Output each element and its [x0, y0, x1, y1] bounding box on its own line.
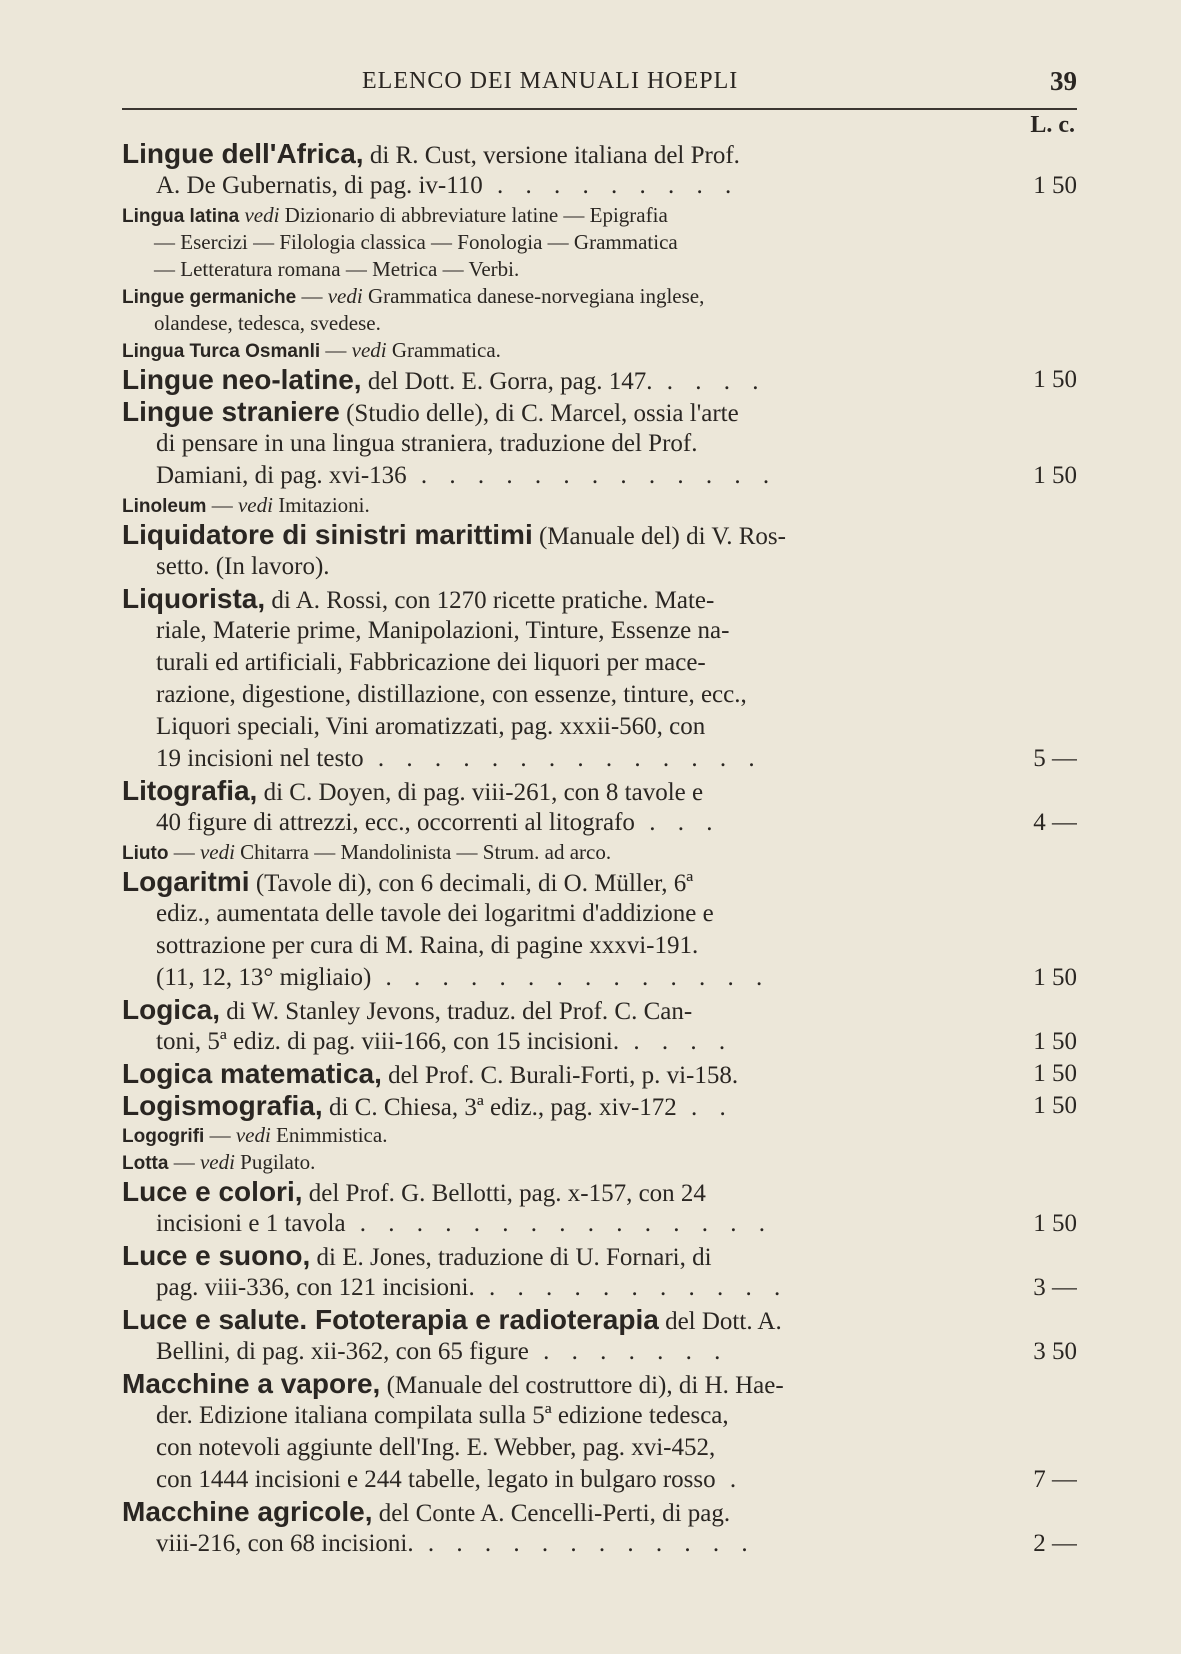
entry-text: — vedi Grammatica danese-norvegiana inglese, — [296, 284, 705, 308]
catalog-entry — [122, 1368, 1077, 1496]
page-number: 39 — [1050, 66, 1077, 96]
entry-line — [122, 994, 1077, 1026]
entry-line — [122, 202, 1077, 229]
entry-heading: Logaritmi — [122, 866, 250, 897]
entry-text: (Manuale del costruttore di), di H. Hae- — [380, 1372, 784, 1399]
entry-line — [122, 1336, 1077, 1368]
entry-line — [122, 615, 1077, 647]
entry-line — [122, 519, 1077, 551]
entry-text: (Tavole di), con 6 decimali, di O. Müller, 6ª — [249, 870, 694, 897]
entry-text: del Dott. A. — [658, 1308, 782, 1335]
entry-text: 19 incisioni nel testo — [156, 745, 364, 772]
entry-line — [122, 170, 1077, 202]
entry-heading: Macchine agricole, — [122, 1496, 373, 1527]
leader-dots: . . . . . . . . . — [482, 172, 740, 199]
cross-reference-entry — [122, 1149, 1077, 1176]
entry-text: con notevoli aggiunte dell'Ing. E. Webber, pag. xvi-452, — [156, 1434, 716, 1461]
leader-dots: . . . . . . . . . . . . . — [406, 462, 778, 489]
entry-heading: Macchine a vapore, — [122, 1368, 381, 1399]
entry-text: — vedi Pugilato. — [168, 1150, 316, 1174]
entry-price: 1 50 — [1027, 1090, 1077, 1122]
entry-text: — vedi Grammatica. — [320, 338, 501, 362]
entry-text: — Esercizi — Filologia classica — Fonologia — Grammatica — [154, 230, 678, 254]
entry-line — [122, 1122, 1077, 1149]
entry-text: di E. Jones, traduzione di U. Fornari, di — [310, 1244, 712, 1271]
entry-line — [122, 1304, 1077, 1336]
entry-text: di pensare in una lingua straniera, traduzione del Prof. — [156, 430, 698, 457]
catalog-entry — [122, 583, 1077, 775]
entry-line — [122, 1528, 1077, 1560]
entry-line — [122, 492, 1077, 519]
vedi-label: vedi — [237, 493, 273, 517]
catalog-entry — [122, 1090, 1077, 1122]
entry-text: del Prof. G. Bellotti, pag. x-157, con 24 — [302, 1180, 706, 1207]
entry-text: A. De Gubernatis, di pag. iv-110 — [156, 172, 483, 199]
entry-text: sottrazione per cura di M. Raina, di pagine xxxvi-191. — [156, 932, 699, 959]
entry-text: 40 figure di attrezzi, ecc., occorrenti al litografo — [156, 809, 635, 836]
catalog-entry — [122, 866, 1077, 994]
entry-heading: Lingue germaniche — [122, 287, 297, 308]
vedi-label: vedi — [351, 338, 387, 362]
entry-text: — vedi Imitazioni. — [206, 493, 370, 517]
catalog-entry — [122, 1176, 1077, 1240]
entry-price: 1 50 — [1027, 962, 1077, 994]
entry-text: di C. Doyen, di pag. viii-261, con 8 tavole e — [257, 779, 704, 806]
entry-line — [122, 1090, 1077, 1122]
entry-heading: Luce e colori, — [122, 1176, 303, 1207]
leader-dots: . . . . — [652, 368, 767, 395]
leader-dots: . . — [676, 1094, 734, 1121]
entry-heading: Lingua Turca Osmanli — [122, 341, 321, 362]
entry-line — [122, 679, 1077, 711]
leader-dots: . . . . . . . . . . . . . . — [371, 964, 771, 991]
entry-line — [122, 1400, 1077, 1432]
catalog-entry — [122, 775, 1077, 839]
entry-price: 2 — — [1027, 1528, 1077, 1560]
entry-text: der. Edizione italiana compilata sulla 5ª edizione tedesca, — [156, 1402, 729, 1429]
leader-dots: . . . . . . . . . . . . . . . — [345, 1210, 774, 1237]
entry-line — [122, 839, 1077, 866]
header-rule — [122, 108, 1077, 110]
entry-heading: Logica matematica, — [122, 1058, 382, 1089]
entry-heading: Litografia, — [122, 775, 258, 806]
entry-text: Liquori speciali, Vini aromatizzati, pag. xxxii-560, con — [156, 713, 706, 740]
entry-text: pag. viii-336, con 121 incisioni. — [156, 1274, 475, 1301]
entry-text: olandese, tedesca, svedese. — [154, 311, 381, 335]
catalog-entry — [122, 1240, 1077, 1304]
entry-line — [122, 460, 1077, 492]
entry-text: Bellini, di pag. xii-362, con 65 figure — [156, 1338, 529, 1365]
entry-line — [122, 1272, 1077, 1304]
entry-text: ediz., aumentata delle tavole dei logaritmi d'addizione e — [156, 900, 714, 927]
entry-text: Damiani, di pag. xvi-136 — [156, 462, 407, 489]
running-title: ELENCO DEI MANUALI HOEPLI — [362, 68, 739, 94]
entry-line — [122, 647, 1077, 679]
entry-text: toni, 5ª ediz. di pag. viii-166, con 15 incisioni. — [156, 1028, 620, 1055]
entry-price: 1 50 — [1027, 1208, 1077, 1240]
entry-line — [122, 337, 1077, 364]
entry-line — [122, 1026, 1077, 1058]
entry-text: razione, digestione, distillazione, con essenze, tinture, ecc., — [156, 681, 747, 708]
entry-line — [122, 396, 1077, 428]
entry-line — [122, 364, 1077, 396]
catalog-entry — [122, 1496, 1077, 1560]
entry-text: — Letteratura romana — Metrica — Verbi. — [154, 257, 520, 281]
leader-dots: . . . . . . . . . . . . . . — [363, 745, 763, 772]
entry-line — [122, 283, 1077, 310]
entry-text: vedi Dizionario di abbreviature latine — Epigrafia — [244, 203, 668, 227]
entry-line — [122, 256, 1077, 283]
entry-heading: Luce e salute. Fototerapia e radioterapia — [122, 1304, 659, 1335]
entry-price: 3 — — [1027, 1272, 1077, 1304]
catalog-entry — [122, 519, 1077, 583]
cross-reference-entry — [122, 492, 1077, 519]
entry-line — [122, 229, 1077, 256]
entry-text: (Manuale del) di V. Ros- — [532, 523, 786, 550]
entry-text: di W. Stanley Jevons, traduz. del Prof. C. Can- — [220, 998, 693, 1025]
cross-reference-entry — [122, 283, 1077, 337]
vedi-label: vedi — [327, 284, 363, 308]
entry-heading: Liquorista, — [122, 583, 266, 614]
leader-dots: . . . . . . . . . . . . — [413, 1530, 756, 1557]
entry-price: 7 — — [1027, 1464, 1077, 1496]
entry-text: (11, 12, 13° migliaio) — [156, 964, 372, 991]
entry-price: 3 50 — [1027, 1336, 1077, 1368]
running-header — [122, 66, 1077, 102]
leader-dots: . . . . . . . — [528, 1338, 729, 1365]
entry-line — [122, 1149, 1077, 1176]
entry-line — [122, 807, 1077, 839]
entry-text: con 1444 incisioni e 244 tabelle, legato in bulgaro rosso — [156, 1466, 716, 1493]
entry-line — [122, 310, 1077, 337]
entry-heading: Lingue straniere — [122, 396, 340, 427]
leader-dots: . . . . — [619, 1028, 734, 1055]
entry-line — [122, 866, 1077, 898]
entry-heading: Logica, — [122, 994, 221, 1025]
vedi-label: vedi — [199, 840, 235, 864]
entry-line — [122, 1496, 1077, 1528]
cross-reference-entry — [122, 1122, 1077, 1149]
entry-line — [122, 898, 1077, 930]
entry-line — [122, 428, 1077, 460]
entry-text: riale, Materie prime, Manipolazioni, Tinture, Essenze na- — [156, 617, 730, 644]
entry-text: del Dott. E. Gorra, pag. 147. — [361, 368, 653, 395]
catalog-entries — [122, 138, 1077, 1560]
entry-line — [122, 711, 1077, 743]
price-column-header: L. c. — [1030, 112, 1075, 138]
entry-line — [122, 551, 1077, 583]
catalog-entry — [122, 364, 1077, 396]
cross-reference-entry — [122, 337, 1077, 364]
entry-price: 1 50 — [1027, 364, 1077, 396]
entry-heading: Liquidatore di sinistri marittimi — [122, 519, 533, 550]
entry-text: incisioni e 1 tavola — [156, 1210, 346, 1237]
entry-heading: Lingue dell'Africa, — [122, 138, 364, 169]
entry-line — [122, 962, 1077, 994]
entry-line — [122, 1058, 1077, 1090]
entry-price: 5 — — [1027, 743, 1077, 775]
entry-line — [122, 775, 1077, 807]
entry-text: di A. Rossi, con 1270 ricette pratiche. Mate- — [265, 587, 715, 614]
entry-line — [122, 1240, 1077, 1272]
entry-heading: Logogrifi — [122, 1126, 205, 1147]
catalog-entry — [122, 138, 1077, 202]
entry-heading: Luce e suono, — [122, 1240, 311, 1271]
entry-text: del Prof. C. Burali-Forti, p. vi-158. — [381, 1062, 739, 1089]
entry-heading: Logismografia, — [122, 1090, 323, 1121]
entry-text: viii-216, con 68 incisioni. — [156, 1530, 414, 1557]
entry-line — [122, 743, 1077, 775]
vedi-label: vedi — [199, 1150, 235, 1174]
entry-line — [122, 1368, 1077, 1400]
leader-dots: . . . . . . . . . . . — [474, 1274, 789, 1301]
vedi-label: vedi — [235, 1123, 271, 1147]
entry-heading: Liuto — [122, 843, 169, 864]
entry-line — [122, 1208, 1077, 1240]
catalog-entry — [122, 1304, 1077, 1368]
entry-price: 1 50 — [1027, 460, 1077, 492]
entry-text: — vedi Enimmistica. — [204, 1123, 388, 1147]
entry-text: turali ed artificiali, Fabbricazione dei liquori per mace- — [156, 649, 706, 676]
entry-text: di C. Chiesa, 3ª ediz., pag. xiv-172 — [322, 1094, 677, 1121]
catalog-entry — [122, 396, 1077, 492]
entry-heading: Lingue neo-latine, — [122, 364, 362, 395]
entry-line — [122, 1464, 1077, 1496]
entry-line — [122, 1176, 1077, 1208]
entry-text: setto. (In lavoro). — [156, 553, 330, 580]
entry-line — [122, 138, 1077, 170]
leader-dots: . — [715, 1466, 745, 1493]
entry-heading: Lotta — [122, 1153, 169, 1174]
entry-price: 1 50 — [1027, 1058, 1077, 1090]
entry-price: 1 50 — [1027, 1026, 1077, 1058]
entry-heading: Lingua latina — [122, 206, 240, 227]
entry-text: — vedi Chitarra — Mandolinista — Strum. ad arco. — [168, 840, 612, 864]
entry-text: di R. Cust, versione italiana del Prof. — [363, 142, 740, 169]
catalog-entry — [122, 994, 1077, 1058]
entry-line — [122, 930, 1077, 962]
cross-reference-entry — [122, 839, 1077, 866]
entry-heading: Linoleum — [122, 496, 207, 517]
cross-reference-entry — [122, 202, 1077, 283]
entry-line — [122, 583, 1077, 615]
entry-text: (Studio delle), di C. Marcel, ossia l'arte — [339, 400, 739, 427]
vedi-label: vedi — [244, 203, 280, 227]
entry-price: 4 — — [1027, 807, 1077, 839]
leader-dots: . . . — [634, 809, 721, 836]
entry-line — [122, 1432, 1077, 1464]
catalog-entry — [122, 1058, 1077, 1090]
entry-price: 1 50 — [1027, 170, 1077, 202]
entry-text: del Conte A. Cencelli-Perti, di pag. — [372, 1500, 731, 1527]
